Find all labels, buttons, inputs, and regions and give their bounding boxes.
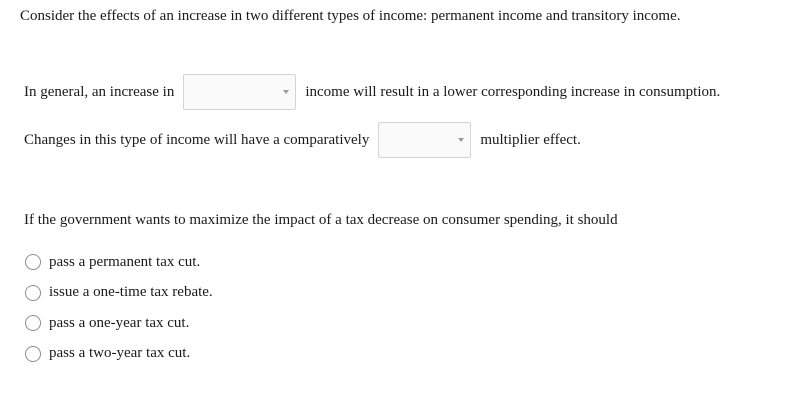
option-label: pass a two-year tax cut. (49, 345, 191, 361)
radio-button[interactable] (25, 254, 41, 270)
sentence-1-before: In general, an increase in (24, 83, 175, 100)
multiplier-size-dropdown[interactable] (378, 122, 471, 158)
sentence-1-after: income will result in a lower corresponding increase in consumption. (305, 83, 721, 100)
radio-button[interactable] (25, 285, 41, 301)
caret-down-icon (283, 90, 289, 94)
sentence-2 (24, 121, 581, 159)
answer-options (25, 252, 213, 374)
radio-button[interactable] (25, 346, 41, 362)
sentence-2-before: Changes in this type of income will have a comparatively (24, 131, 370, 148)
option-label: pass a one-year tax cut. (49, 314, 190, 331)
option-permanent-tax-cut[interactable] (25, 252, 213, 272)
option-one-time-rebate[interactable] (25, 283, 213, 303)
caret-down-icon (458, 138, 464, 142)
sentence-1 (24, 73, 720, 111)
question-text: If the government wants to maximize the impact of a tax decrease on consumer spending, it should (24, 212, 618, 228)
sentence-2-after: multiplier effect. (480, 131, 581, 148)
income-type-dropdown[interactable] (183, 74, 296, 110)
option-label: issue a one-time tax rebate. (49, 284, 213, 300)
intro-text: Consider the effects of an increase in two different types of income: permanent income and transitory income. (20, 8, 681, 24)
option-two-year-tax-cut[interactable] (25, 344, 213, 364)
radio-button[interactable] (25, 315, 41, 331)
option-one-year-tax-cut[interactable] (25, 313, 213, 333)
option-label: pass a permanent tax cut. (49, 253, 201, 270)
